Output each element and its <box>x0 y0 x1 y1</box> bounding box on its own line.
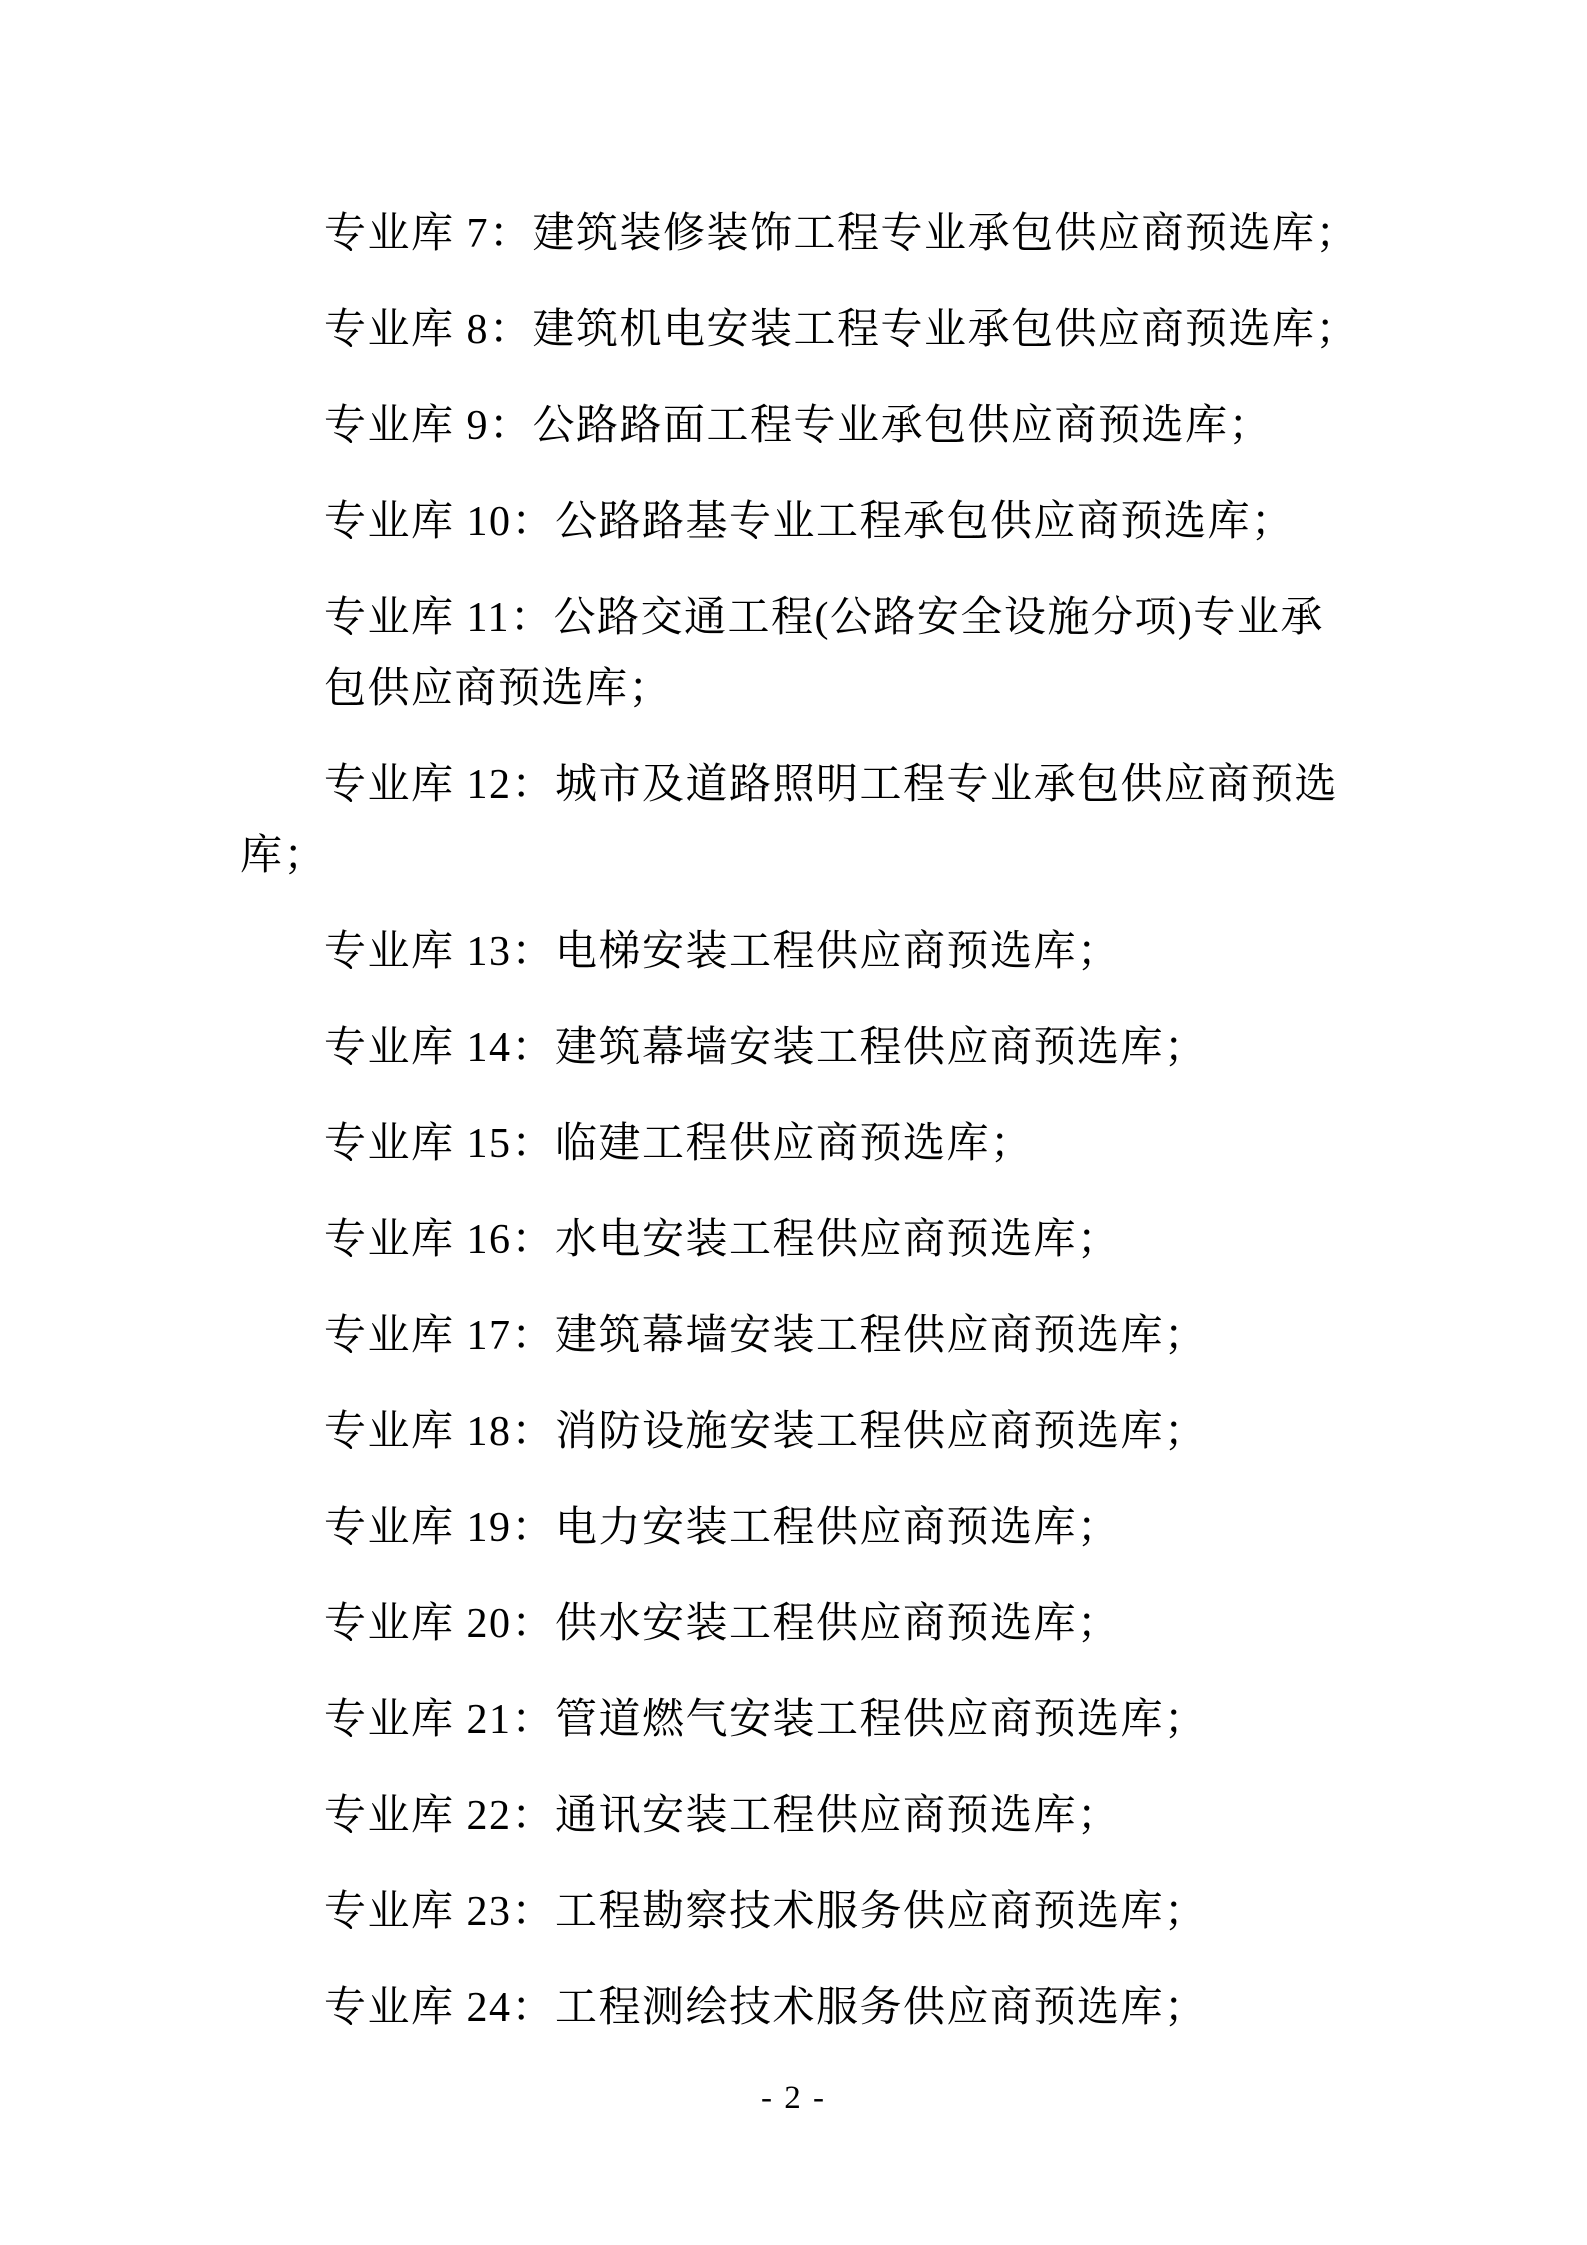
text-line: 专业库 13：电梯安装工程供应商预选库； <box>324 929 1121 975</box>
list-item-9 <box>240 391 1420 462</box>
list-item-12 <box>240 750 1420 892</box>
text-line: 专业库 9：公路路面工程专业承包供应商预选库； <box>324 403 1273 449</box>
text-line: 专业库 16：水电安装工程供应商预选库； <box>324 1217 1121 1263</box>
text-line: 专业库 8：建筑机电安装工程专业承包供应商预选库； <box>324 307 1360 353</box>
list-item-21 <box>240 1685 1420 1756</box>
text-line: 专业库 23：工程勘察技术服务供应商预选库； <box>324 1889 1208 1935</box>
text-line: 专业库 15：临建工程供应商预选库； <box>324 1121 1034 1167</box>
text-line: 专业库 7：建筑装修装饰工程专业承包供应商预选库； <box>324 211 1360 257</box>
page-number: - 2 - <box>761 2080 826 2116</box>
text-line: 专业库 18：消防设施安装工程供应商预选库； <box>324 1409 1208 1455</box>
text-line: 专业库 22：通讯安装工程供应商预选库； <box>324 1793 1121 1839</box>
text-line: 专业库 17：建筑幕墙安装工程供应商预选库； <box>324 1313 1208 1359</box>
list-item-16 <box>240 1205 1420 1276</box>
text-line: 专业库 10：公路路基专业工程承包供应商预选库； <box>324 499 1295 545</box>
list-item-20 <box>240 1589 1420 1660</box>
list-item-11 <box>240 583 1420 725</box>
list-item-7 <box>240 199 1420 270</box>
document-body <box>240 199 1420 2069</box>
text-line: 专业库 14：建筑幕墙安装工程供应商预选库； <box>324 1025 1208 1071</box>
text-line: 专业库 19：电力安装工程供应商预选库； <box>324 1505 1121 1551</box>
list-item-24 <box>240 1973 1420 2044</box>
text-line: 专业库 20：供水安装工程供应商预选库； <box>324 1601 1121 1647</box>
text-line: 专业库 12：城市及道路照明工程专业承包供应商预选 <box>324 762 1339 808</box>
list-item-18 <box>240 1397 1420 1468</box>
text-line: 库； <box>240 833 328 879</box>
list-item-22 <box>240 1781 1420 1852</box>
text-line: 专业库 24：工程测绘技术服务供应商预选库； <box>324 1985 1208 2031</box>
list-item-13 <box>240 917 1420 988</box>
list-item-10 <box>240 487 1420 558</box>
text-line: 专业库 11：公路交通工程(公路安全设施分项)专业承 <box>324 595 1324 641</box>
list-item-8 <box>240 295 1420 366</box>
list-item-23 <box>240 1877 1420 1948</box>
text-line: 包供应商预选库； <box>324 666 673 712</box>
list-item-17 <box>240 1301 1420 1372</box>
list-item-19 <box>240 1493 1420 1564</box>
list-item-14 <box>240 1013 1420 1084</box>
list-item-15 <box>240 1109 1420 1180</box>
text-line: 专业库 21：管道燃气安装工程供应商预选库； <box>324 1697 1208 1743</box>
